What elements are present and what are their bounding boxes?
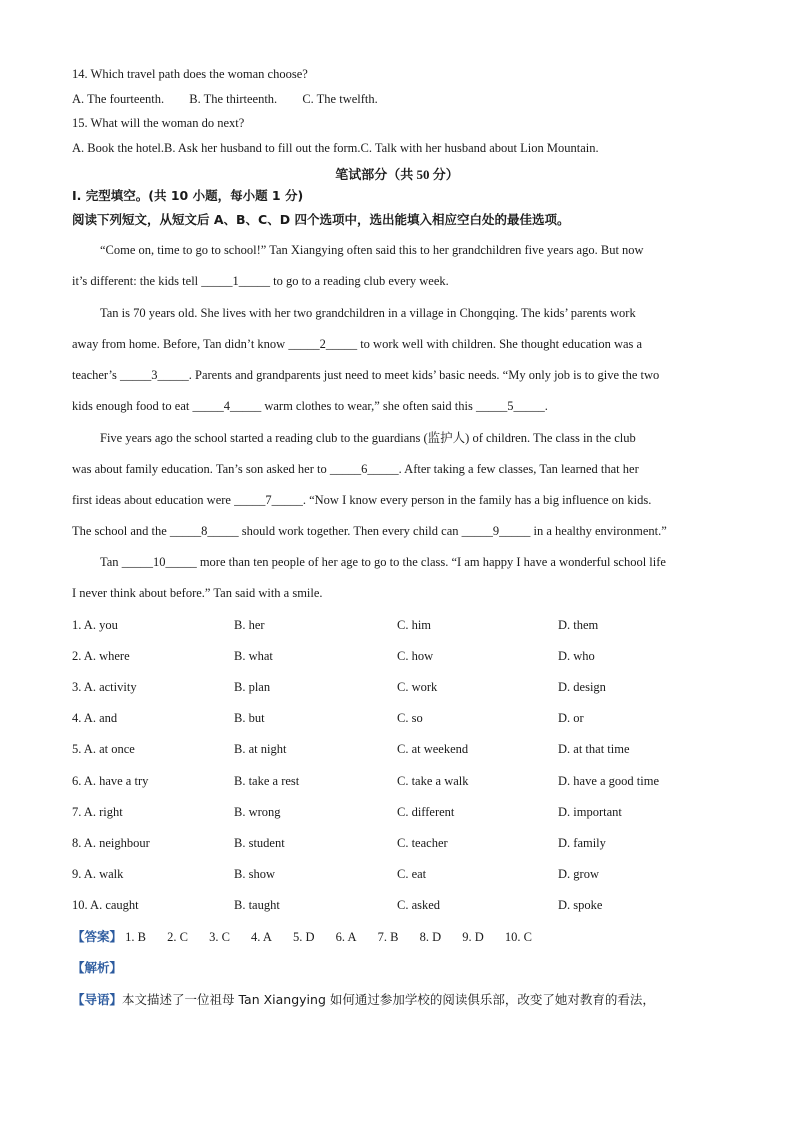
option-choice: D. who [558,649,595,664]
option-choice: 3. A. activity [72,680,137,695]
passage-text: to work well with children. She thought education was a [357,337,643,351]
blank-10: _____10_____ [121,555,197,569]
option-choice: D. or [558,711,584,726]
option-choice: B. take a rest [234,773,300,788]
option-choice: 2. A. where [72,649,130,664]
option-choice: D. important [558,804,622,819]
answer-item: 2. C [167,930,188,944]
section-heading: I. 完型填空。(共 10 小题，每小题 1 分) [72,188,304,203]
blank-9: _____9_____ [461,524,531,538]
guide-text: 本文描述了一位祖母 Tan Xiangying 如何通过参加学校的阅读俱乐部，改变了她对教育的看法， [122,992,655,1007]
option-choice: C. take a walk [397,773,469,788]
passage-text: Tan [100,555,122,569]
option-row [72,835,732,851]
guide-label: 【导语】 [72,992,123,1007]
option-choice: B. what [234,649,273,664]
option-choice: D. at that time [558,742,630,757]
blank-5: _____5_____ [475,399,545,413]
option-row [72,648,732,664]
passage-line [72,492,651,508]
blank-2: _____2_____ [288,337,358,351]
option-choice: B. but [234,711,265,726]
option-choice: B. her [234,618,265,632]
option-choice: C. different [397,804,455,819]
passage-line: Five years ago the school started a reading club to the guardians (监护人) of children. The class in the club [100,431,636,445]
option-choice: C. him [397,618,432,632]
passage-text: . Parents and grandparents just need to meet kids’ basic needs. “My only job is to give the two [188,368,660,382]
answer-item: 6. A [335,930,357,944]
answer-label: 【答案】 [72,929,123,944]
analysis-line [72,960,122,976]
question-14: 14. Which travel path does the woman choose? [72,67,308,81]
option-choice: B. student [234,835,285,850]
passage-text: to go to a reading club every week. [270,274,449,288]
option-choice: 6. A. have a try [72,773,149,788]
option-choice: D. grow [558,866,599,881]
blank-3: _____3_____ [120,368,189,382]
blank-6: _____6_____ [329,462,399,476]
passage-text: . [544,399,548,413]
blank-4: _____4_____ [192,399,262,413]
option-choice: B. at night [234,742,287,757]
passage-line [72,367,659,383]
option-row [72,866,732,882]
option-choice: D. family [558,835,606,850]
passage-line [100,554,666,570]
passage-text: it’s different: the kids tell [72,274,202,288]
written-section-title: 笔试部分（共 50 分） [335,167,459,182]
guide-line [72,992,655,1008]
passage-text: warm clothes to wear,” she often said this [261,399,476,413]
option-choice: B. show [234,866,275,881]
blank-8: _____8_____ [169,524,239,538]
option-c: C. The twelfth. [302,92,378,106]
passage-line: I never think about before.” Tan said with a smile. [72,586,323,600]
answer-line [72,929,550,945]
option-choice: 4. A. and [72,711,118,726]
passage-line [72,336,642,352]
passage-text: more than ten people of her age to go to the class. “I am happy I have a wonderful school life [196,555,666,569]
answer-item: 4. A [251,930,272,944]
answer-item: 9. D [462,930,484,944]
option-row [72,804,732,820]
passage-text: was about family education. Tan’s son asked her to [72,462,330,476]
option-choice: 7. A. right [72,804,123,819]
answer-item: 10. C [504,930,533,944]
passage-line [72,273,449,289]
passage-text: kids enough food to eat [72,399,193,413]
answer-item: 3. C [209,930,230,944]
option-choice: D. design [558,680,606,695]
passage-text: first ideas about education were [72,493,235,507]
option-choice: B. wrong [234,804,281,819]
answer-item: 8. D [419,930,442,944]
option-choice: C. asked [397,897,441,912]
option-choice: 8. A. neighbour [72,835,150,850]
option-choice: 1. A. you [72,618,118,632]
option-row [72,617,732,633]
option-choice: D. spoke [558,897,603,912]
question-15-options: A. Book the hotel.B. Ask her husband to fill out the form.C. Talk with her husband about Lion Mountain. [72,141,599,155]
analysis-label: 【解析】 [72,960,123,975]
passage-text: in a healthy environment.” [530,524,667,538]
option-choice: C. teacher [397,835,448,850]
option-row [72,773,732,789]
passage-text: . After taking a few classes, Tan learned that her [398,462,639,476]
passage-line [72,461,639,477]
option-choice: C. so [397,711,423,726]
option-choice: C. work [397,680,438,695]
option-choice: D. have a good time [558,773,660,788]
passage-text: should work together. Then every child can [238,524,462,538]
passage-line: Tan is 70 years old. She lives with her two grandchildren in a village in Chongqing. The kids’ parents work [100,306,636,320]
answer-item: 7. B [377,930,399,944]
question-15: 15. What will the woman do next? [72,116,245,130]
passage-text: The school and the [72,524,170,538]
passage-text: teacher’s [72,368,121,382]
option-choice: B. plan [234,680,271,695]
option-a: A. The fourteenth. [72,92,165,106]
passage-line [72,398,548,414]
answer-item: 1. B [125,930,146,944]
option-b: B. The thirteenth. [189,92,278,106]
option-choice: C. eat [397,866,427,881]
option-choice: C. how [397,649,434,664]
passage-line: “Come on, time to go to school!” Tan Xiangying often said this to her grandchildren five years ago. But now [100,243,644,257]
option-choice: D. them [558,618,599,632]
option-choice: C. at weekend [397,742,469,757]
option-row [72,710,732,726]
section-instruction: 阅读下列短文，从短文后 A、B、C、D 四个选项中，选出能填入相应空白处的最佳选项。 [72,212,570,227]
option-row [72,741,732,757]
option-row [72,679,732,695]
answer-item: 5. D [293,930,315,944]
question-14-options [72,91,400,107]
blank-7: _____7_____ [234,493,303,507]
option-choice: 9. A. walk [72,866,124,881]
option-row [72,897,732,913]
passage-line [72,523,667,539]
passage-text: . “Now I know every person in the family has a big influence on kids. [302,493,652,507]
option-choice: B. taught [234,897,280,912]
option-choice: 5. A. at once [72,742,135,757]
blank-1: _____1_____ [201,274,271,288]
passage-text: away from home. Before, Tan didn’t know [72,337,289,351]
option-choice: 10. A. caught [72,897,139,912]
